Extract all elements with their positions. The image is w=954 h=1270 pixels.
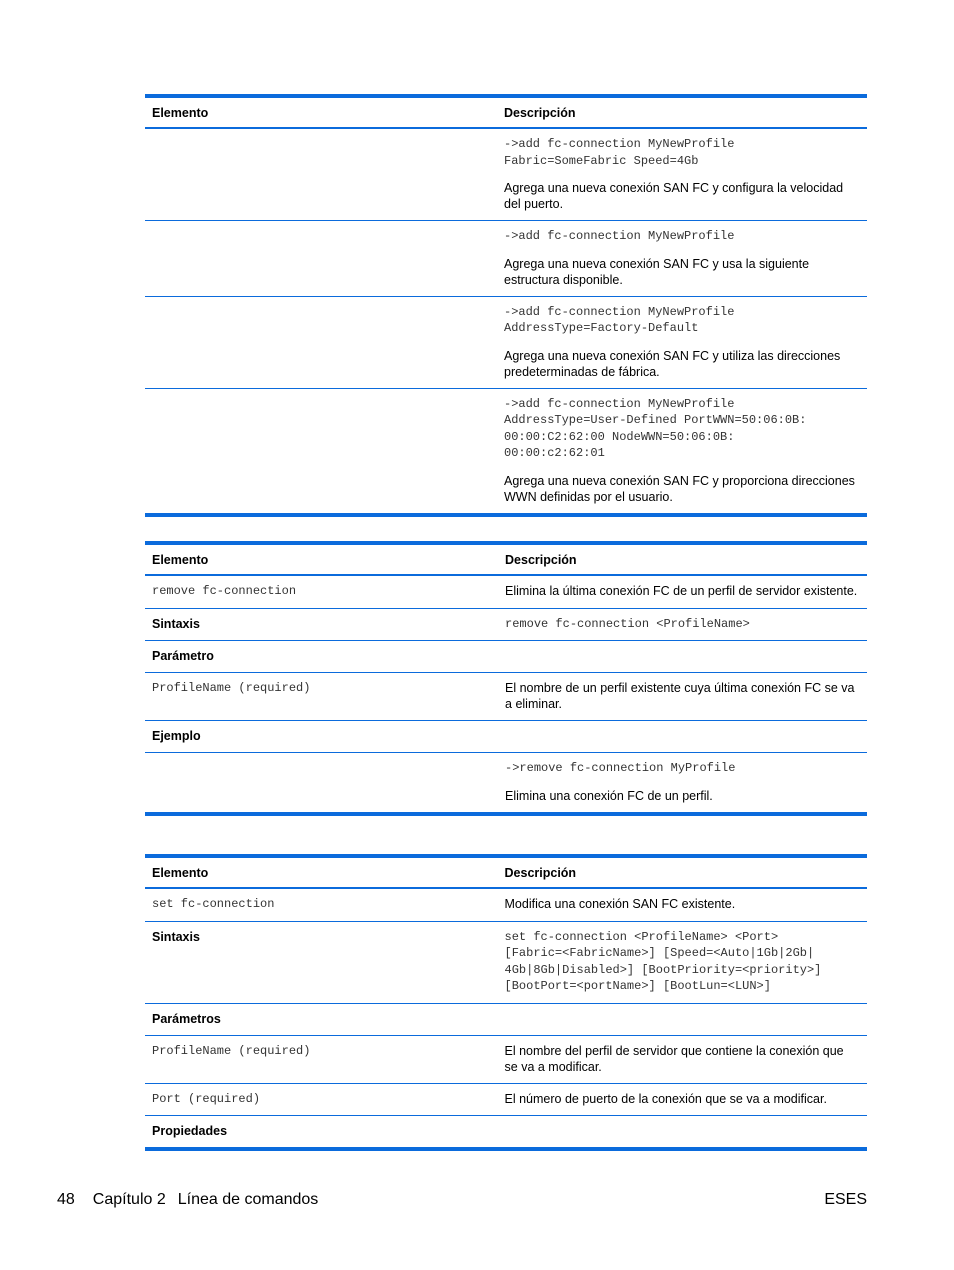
table-row <box>145 721 867 753</box>
example-code: ->add fc-connection MyNewProfile AddressType=User-Defined PortWWN=50:06:0B: 00:00:C2:62:00 NodeWWN=50:06:0B: 00:00:c2:62:01 <box>504 396 807 460</box>
locale-code: ESES <box>824 1191 867 1208</box>
command-name: remove fc-connection <box>152 584 297 598</box>
command-desc: Modifica una conexión SAN FC existente. <box>498 888 867 921</box>
table-row <box>145 888 867 921</box>
table-row <box>145 921 867 1003</box>
example-desc: Agrega una nueva conexión SAN FC y configura la velocidad del puerto. <box>504 181 844 211</box>
header-element: Elemento <box>145 543 498 575</box>
param-name: ProfileName (required) <box>152 1043 311 1058</box>
example-desc: Agrega una nueva conexión SAN FC y proporciona direcciones WWN definidas por el usuario. <box>504 473 855 504</box>
examples-table <box>145 94 867 517</box>
table-row <box>145 1083 867 1116</box>
param-name: ProfileName (required) <box>152 681 311 695</box>
page-footer <box>57 1191 867 1209</box>
chapter-title: Línea de comandos <box>177 1191 319 1208</box>
header-element: Elemento <box>145 856 498 888</box>
page-number: 48 <box>57 1191 75 1208</box>
param-name: Port (required) <box>152 1091 261 1106</box>
chapter-label: Capítulo 2 <box>92 1191 166 1208</box>
header-description: Descripción <box>497 96 867 128</box>
table-row <box>145 1035 867 1083</box>
example-code: ->remove fc-connection MyProfile <box>505 761 736 775</box>
syntax-label: Sintaxis <box>145 608 498 641</box>
syntax-label: Sintaxis <box>145 921 498 1003</box>
header-description: Descripción <box>498 856 867 888</box>
param-label: Parámetro <box>145 641 498 673</box>
example-desc: Elimina una conexión FC de un perfil. <box>505 788 713 803</box>
table-row <box>145 753 867 814</box>
example-desc: Agrega una nueva conexión SAN FC y utiliza las direcciones predeterminadas de fábrica. <box>504 348 841 379</box>
table-row <box>145 388 867 515</box>
example-code: ->add fc-connection MyNewProfile AddressType=Factory-Default <box>504 304 735 335</box>
command-desc: Elimina la última conexión FC de un perfil de servidor existente. <box>498 575 867 608</box>
props-label: Propiedades <box>145 1116 498 1150</box>
syntax-code: set fc-connection <ProfileName> <Port> [Fabric=<FabricName>] [Speed=<Auto|1Gb|2Gb| 4Gb|8Gb|Disabled>] [BootPriority=<priority>] [BootPort=<portName>] [BootLun=<LUN>] <box>504 929 822 993</box>
param-desc: El número de puerto de la conexión que se va a modificar. <box>498 1083 867 1116</box>
example-code: ->add fc-connection MyNewProfile <box>504 229 735 243</box>
example-label: Ejemplo <box>145 721 498 753</box>
command-name: set fc-connection <box>152 897 275 911</box>
table-row <box>145 221 867 297</box>
table-row <box>145 575 867 608</box>
example-code: ->add fc-connection MyNewProfile Fabric=SomeFabric Speed=4Gb <box>504 137 735 168</box>
table-row <box>145 1003 867 1035</box>
params-label: Parámetros <box>145 1003 498 1035</box>
remove-fc-connection-table <box>145 541 867 816</box>
table-row <box>145 641 867 673</box>
param-desc: El nombre de un perfil existente cuya última conexión FC se va a eliminar. <box>498 673 867 721</box>
table-row <box>145 673 867 721</box>
example-desc: Agrega una nueva conexión SAN FC y usa la siguiente estructura disponible. <box>504 256 810 287</box>
header-description: Descripción <box>498 543 867 575</box>
set-fc-connection-table <box>145 854 867 1151</box>
header-element: Elemento <box>145 96 497 128</box>
table-row <box>145 128 867 221</box>
table-row <box>145 608 867 641</box>
syntax-code: remove fc-connection <ProfileName> <box>505 616 750 631</box>
param-desc: El nombre del perfil de servidor que contiene la conexión que se va a modificar. <box>498 1035 867 1083</box>
table-row <box>145 1116 867 1150</box>
table-row <box>145 296 867 388</box>
